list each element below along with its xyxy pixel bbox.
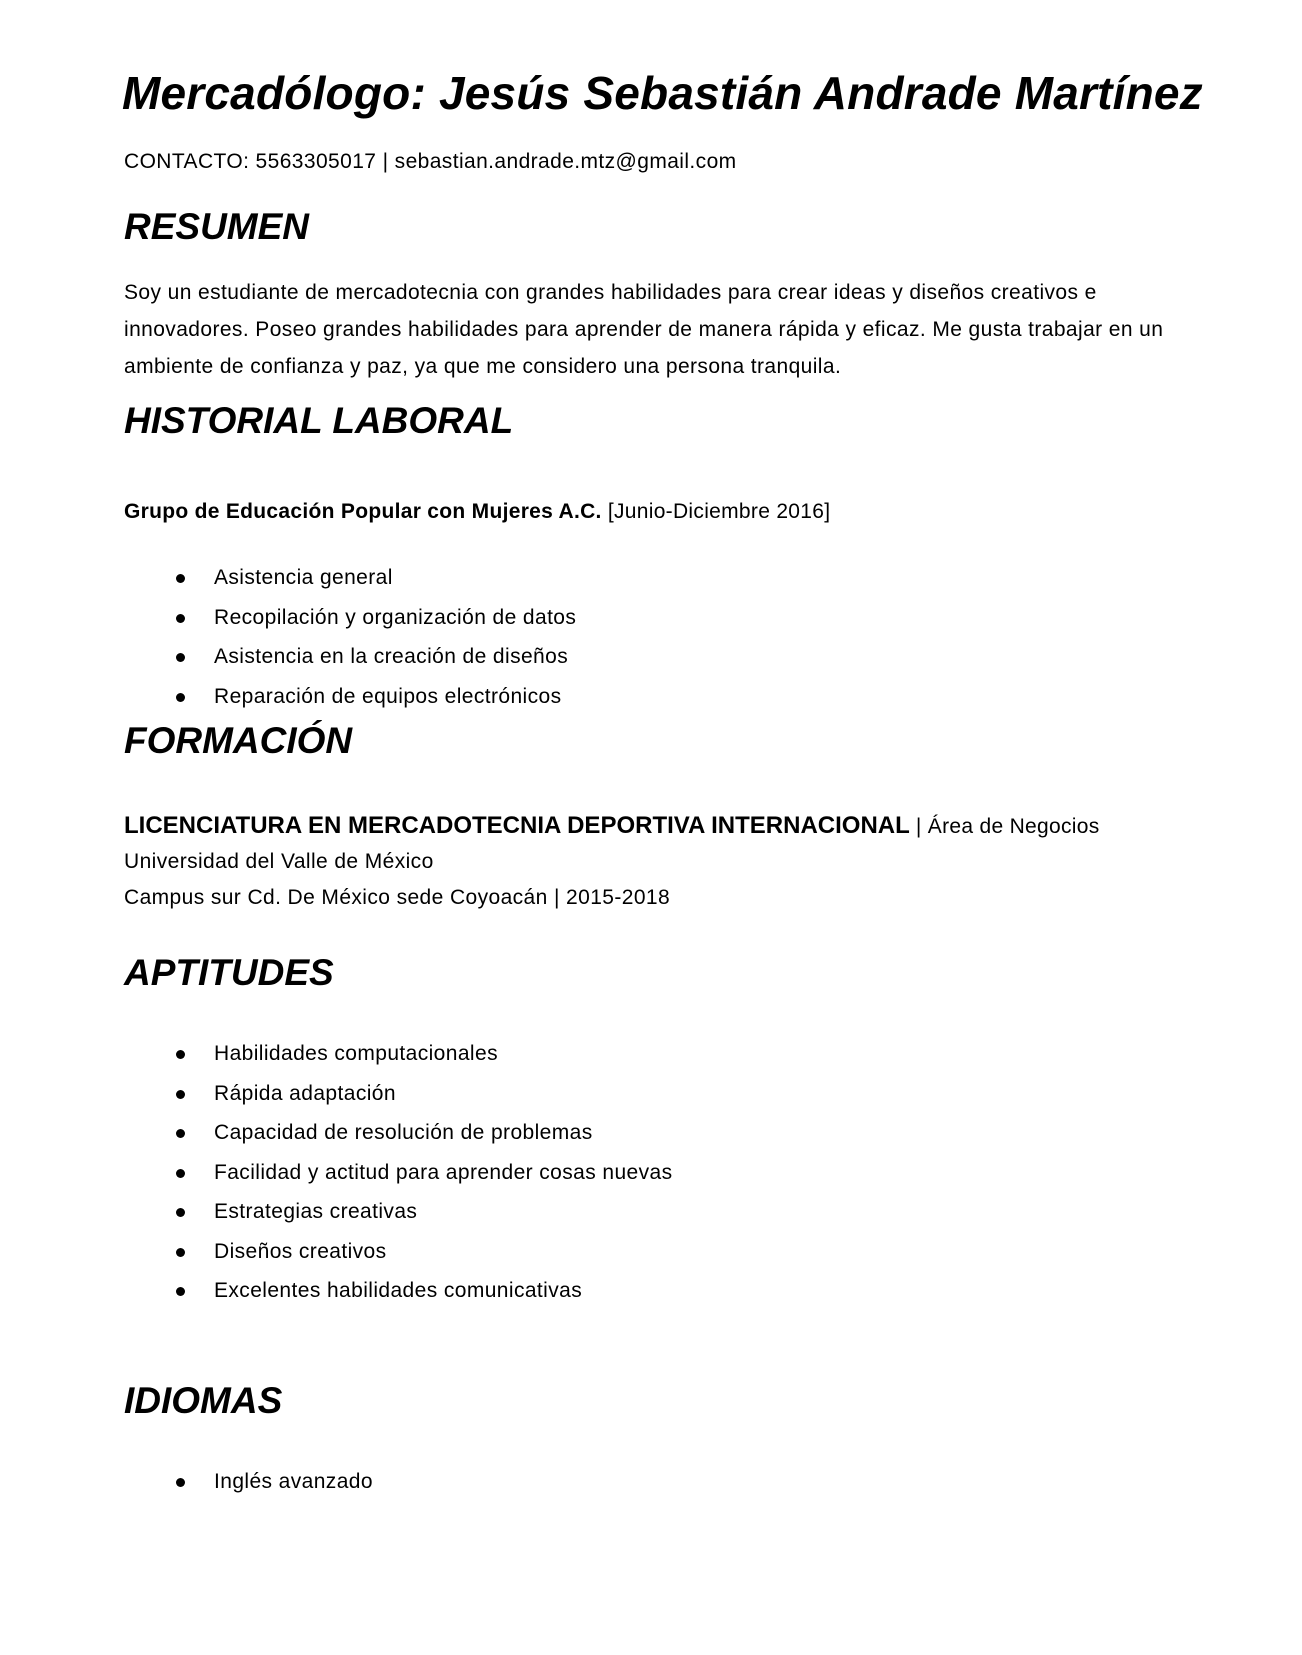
- languages-heading: IDIOMAS: [124, 1380, 283, 1421]
- list-item: [124, 1153, 673, 1193]
- list-item: [124, 1271, 673, 1311]
- summary-text: Soy un estudiante de mercadotecnia con grandes habilidades para crear ideas y diseños creativos e innovadores. Poseo grandes habilidades para aprender de manera rápida y eficaz. Me gusta trabajar en un ambiente de confianza y paz, ya que me considero una persona tranquila.: [124, 281, 1164, 378]
- summary-heading: RESUMEN: [124, 206, 310, 247]
- list-item: [124, 1462, 373, 1502]
- bullet-icon: [176, 1129, 185, 1138]
- list-item: [124, 1232, 673, 1272]
- bullet-icon: [176, 574, 185, 583]
- list-item: [124, 1113, 673, 1153]
- education-heading: FORMACIÓN: [124, 720, 353, 761]
- bullet-icon: [176, 1248, 185, 1257]
- degree-entry: [124, 812, 1100, 840]
- list-item-text: Asistencia general: [214, 566, 393, 589]
- degree-title: LICENCIATURA EN MERCADOTECNIA DEPORTIVA INTERNACIONAL: [124, 812, 910, 839]
- list-item-text: Diseños creativos: [214, 1239, 387, 1263]
- bullet-icon: [176, 693, 185, 702]
- job-entry: [124, 500, 830, 524]
- list-item: [124, 558, 576, 598]
- list-item-text: Capacidad de resolución de problemas: [214, 1121, 593, 1144]
- university-name: Universidad del Valle de México: [124, 850, 434, 873]
- languages-list: [124, 1462, 373, 1502]
- job-organization: Grupo de Educación Popular con Mujeres A.C.: [124, 500, 602, 523]
- list-item: [124, 1034, 673, 1074]
- list-item-text: Reparación de equipos electrónicos: [214, 684, 562, 708]
- skills-heading: APTITUDES: [124, 952, 334, 993]
- list-item: [124, 637, 576, 677]
- list-item: [124, 1074, 673, 1114]
- list-item: [124, 1192, 673, 1232]
- list-item: [124, 598, 576, 638]
- skills-list: [124, 1034, 673, 1311]
- list-item: [124, 677, 576, 717]
- campus-line: Campus sur Cd. De México sede Coyoacán | 2015-2018: [124, 886, 671, 909]
- work-history-heading: HISTORIAL LABORAL: [124, 400, 514, 441]
- list-item-text: Inglés avanzado: [214, 1470, 373, 1493]
- list-item-text: Excelentes habilidades comunicativas: [214, 1279, 583, 1302]
- list-item-text: Recopilación y organización de datos: [214, 605, 577, 629]
- list-item-text: Estrategias creativas: [214, 1200, 418, 1223]
- list-item-text: Facilidad y actitud para aprender cosas nuevas: [214, 1160, 673, 1184]
- bullet-icon: [176, 1478, 185, 1487]
- job-period: [Junio-Diciembre 2016]: [601, 500, 831, 523]
- bullet-icon: [176, 1287, 185, 1296]
- degree-area: | Área de Negocios: [909, 815, 1100, 838]
- bullet-icon: [176, 1050, 185, 1059]
- bullet-icon: [176, 653, 185, 662]
- bullet-icon: [176, 1090, 185, 1099]
- resume-name-title: Mercadólogo: Jesús Sebastián Andrade Martínez: [122, 67, 1203, 119]
- bullet-icon: [176, 1208, 185, 1217]
- list-item-text: Rápida adaptación: [214, 1081, 396, 1105]
- list-item-text: Asistencia en la creación de diseños: [214, 645, 569, 668]
- bullet-icon: [176, 1169, 185, 1178]
- work-duties-list: [124, 558, 576, 716]
- contact-line: CONTACTO: 5563305017 | sebastian.andrade.mtz@gmail.com: [124, 150, 737, 173]
- list-item-text: Habilidades computacionales: [214, 1042, 498, 1065]
- bullet-icon: [176, 614, 185, 623]
